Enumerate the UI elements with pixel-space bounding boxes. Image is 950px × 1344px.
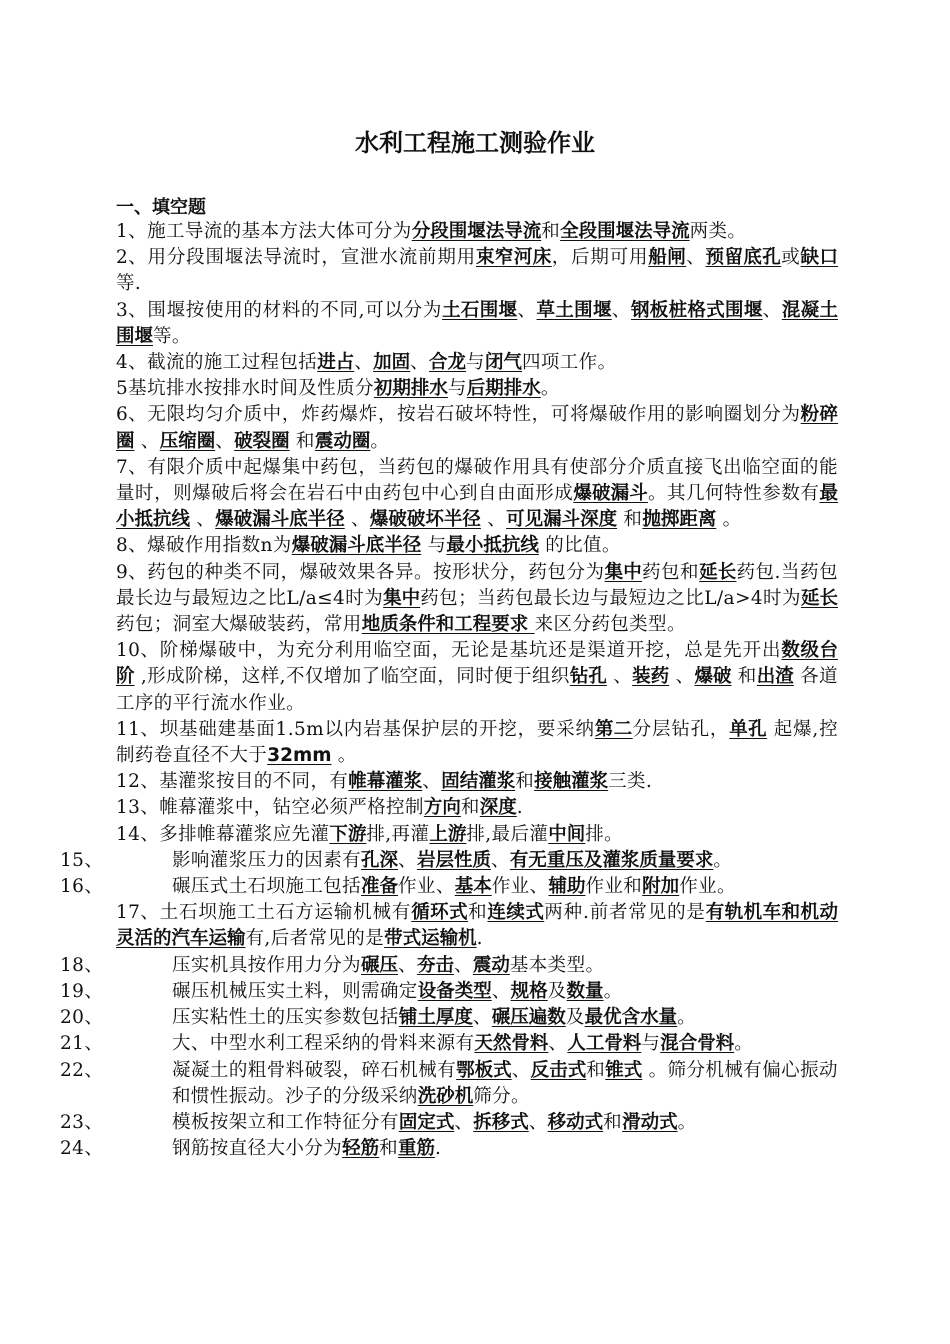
answer-blank: 合龙 (429, 352, 467, 374)
answer-blank: 人工骨料 (567, 1033, 642, 1055)
answer-blank: 循环式 (411, 902, 469, 924)
question-number: 9、 (116, 561, 148, 583)
question-item (60, 953, 838, 979)
question-number: 23、 (60, 1111, 104, 1133)
question-item (116, 533, 838, 559)
answer-blank: 束窄河床 (476, 247, 552, 269)
question-number: 22、 (60, 1059, 104, 1081)
question-text: 分层钻孔， (632, 718, 730, 740)
question-text: 四项工作。 (521, 352, 617, 374)
question-number: 7、 (116, 456, 148, 478)
question-text: 及 (547, 980, 567, 1002)
answer-blank: 分段围堰法导流 (411, 221, 542, 242)
answer-blank: 爆破 (694, 666, 732, 688)
question-number: 11、 (116, 718, 160, 740)
question-text: 和 (617, 509, 643, 531)
answer-blank: 重筋 (398, 1138, 436, 1160)
question-text: 、 (511, 1059, 531, 1081)
question-text: 。 (331, 745, 357, 767)
question-item (116, 455, 838, 534)
question-text: 两种.前者常见的是 (544, 902, 706, 924)
question-text: 、 (528, 1111, 548, 1133)
answer-blank: 上游 (429, 823, 467, 845)
question-number: 6、 (116, 404, 148, 426)
question-number: 16、 (60, 876, 104, 898)
question-text: 、 (134, 430, 160, 452)
question-text: 或 (781, 247, 801, 269)
question-text: 药包；洞室大爆破装药，常用 (116, 614, 362, 636)
question-text: 大、中型水利工程采纳的骨料来源有 (172, 1033, 475, 1055)
answer-blank: 中间 (548, 823, 586, 845)
question-text: 。筛分机械有偏心振动和惯性振动。沙子的分级采纳 (172, 1059, 838, 1107)
answer-blank: 洗砂机 (417, 1085, 474, 1107)
question-number: 2、 (116, 247, 148, 269)
question-text: 和 (379, 1138, 399, 1160)
question-text: 作业、 (491, 876, 549, 898)
answer-blank: 连续式 (487, 902, 545, 924)
question-text: . (435, 1138, 442, 1160)
answer-blank: 孔深 (361, 849, 399, 871)
question-text: 作业、 (398, 876, 455, 898)
question-text: 影响灌浆压力的因素有 (172, 849, 362, 871)
question-text: . (476, 928, 483, 950)
answer-blank: 鄂板式 (456, 1059, 512, 1081)
question-text: 多排帷幕灌浆应先灌 (159, 823, 330, 845)
question-text: 与 (466, 352, 485, 374)
answer-blank: 移动式 (547, 1111, 604, 1133)
answer-blank: 岩层性质 (416, 849, 491, 871)
question-item (116, 795, 838, 821)
question-item (116, 900, 838, 952)
answer-blank: 设备类型 (417, 980, 492, 1002)
answer-blank: 船闸 (648, 247, 687, 269)
answer-blank: 土石围堰 (442, 299, 518, 321)
question-text: 两类。 (689, 221, 747, 242)
question-number: 8、 (116, 535, 148, 557)
question-item (116, 560, 838, 639)
question-text: 来区分药包类型。 (534, 614, 686, 636)
question-text: 等。 (153, 325, 191, 347)
answer-blank: 混凝土围堰 (116, 299, 838, 347)
answer-blank: 震动 (472, 954, 510, 976)
question-text: 爆破作用指数n为 (147, 535, 292, 557)
question-number: 4、 (116, 352, 148, 374)
question-item (116, 717, 838, 769)
question-text: . (516, 797, 524, 819)
answer-blank: 轻筋 (342, 1138, 380, 1160)
question-item (116, 245, 838, 297)
answer-blank: 最优含水量 (584, 1007, 678, 1029)
answer-blank: 单孔 (729, 718, 768, 740)
question-text: 、 (548, 1033, 568, 1055)
answer-blank: 拆移式 (473, 1111, 529, 1133)
question-text: 药包的种类不同，爆破效果各异。按形状分，药包分为 (147, 561, 605, 583)
question-text: 各道工序的平行流水作业。 (116, 666, 838, 714)
answer-blank: 混合骨料 (660, 1033, 735, 1055)
question-item (116, 638, 838, 717)
answer-blank: 加固 (373, 352, 411, 374)
question-number: 12、 (116, 771, 160, 793)
question-text: 、 (762, 299, 782, 321)
question-item (116, 298, 838, 350)
answer-blank: 爆破漏斗 (573, 483, 648, 505)
answer-blank: 基本 (454, 876, 492, 898)
question-text: 和 (460, 797, 480, 819)
answer-blank: 碾压遍数 (491, 1007, 566, 1029)
question-text: 、 (190, 509, 216, 531)
question-number: 10、 (116, 640, 160, 662)
answer-blank: 固结灌浆 (441, 771, 516, 793)
question-text: 、 (454, 1111, 474, 1133)
question-text: 碾压式土石坝施工包括 (172, 876, 362, 898)
question-text: 阶梯爆破中，为充分利用临空面，无论是基坑还是渠道开挖，总是先开出 (159, 640, 782, 662)
question-number: 13、 (116, 797, 160, 819)
question-number: 3、 (116, 299, 148, 321)
question-text: ,形成阶梯，这样,不仅增加了临空面，同时便于组织 (134, 666, 570, 688)
answer-blank: 最小抵抗线 (116, 483, 838, 531)
question-list (60, 219, 839, 1162)
answer-blank: 初期排水 (373, 378, 448, 400)
question-number: 19、 (60, 980, 104, 1002)
answer-blank: 数级台阶 (116, 640, 838, 688)
answer-blank: 固定式 (398, 1111, 455, 1133)
answer-blank: 有无重压及灌浆质量要求 (509, 849, 714, 871)
question-text: 压实粘性土的压实参数包括 (172, 1007, 399, 1029)
question-text: 与 (641, 1033, 661, 1055)
question-text: 、 (472, 1007, 492, 1029)
question-item (60, 848, 838, 874)
question-text: 基本类型。 (509, 954, 605, 976)
question-text: 。 (713, 849, 733, 871)
question-text: 、 (669, 666, 695, 688)
question-text: 与 (447, 378, 467, 400)
answer-blank: 震动圈 (314, 430, 371, 452)
answer-blank: 草土围堰 (536, 299, 612, 321)
question-text: 和 (515, 771, 535, 793)
question-text: 及 (565, 1007, 585, 1029)
answer-blank: 爆破漏斗底半径 (291, 535, 422, 557)
question-text: 、 (398, 954, 417, 976)
answer-blank: 第二 (594, 718, 633, 740)
answer-blank: 铺土厚度 (398, 1007, 473, 1029)
answer-blank: 抛掷距离 (642, 509, 717, 531)
question-number: 1、 (116, 221, 148, 242)
question-text: 和 (289, 430, 315, 452)
question-text: 模板按架立和工作特征分有 (172, 1111, 399, 1133)
question-text: 有限介质中起爆集中药包，当药包的爆破作用具有使部分介质直接飞出临空面的能量时，则爆破后将会在岩石中由药包中心到自由面形成 (116, 456, 838, 505)
answer-blank: 深度 (479, 797, 517, 819)
question-text: 、 (480, 509, 507, 531)
question-text: 。 (370, 430, 390, 452)
question-text: 。 (603, 980, 623, 1002)
question-text: 排,最后灌 (466, 823, 549, 845)
question-text: 。 (716, 509, 742, 531)
question-text: 作业和 (585, 876, 643, 898)
question-text: 、 (490, 849, 510, 871)
question-number: 20、 (60, 1007, 104, 1029)
question-number: 17、 (116, 902, 160, 924)
answer-blank: 压缩圈 (159, 430, 216, 452)
question-text: 基灌浆按目的不同，有 (159, 771, 349, 793)
question-text: 、 (686, 247, 706, 269)
question-text: 、 (215, 430, 235, 452)
question-item (60, 1136, 838, 1162)
answer-blank: 方向 (423, 797, 461, 819)
question-text: 的比值。 (538, 535, 621, 557)
answer-blank: 破裂圈 (234, 430, 290, 452)
question-text: 截流的施工过程包括 (147, 352, 318, 374)
answer-blank: 预留底孔 (705, 247, 782, 269)
question-text: 、 (453, 954, 473, 976)
answer-blank: 32mm (267, 745, 332, 767)
question-number: 21、 (60, 1033, 104, 1055)
question-text: 碾压机械压实土料，则需确定 (172, 980, 418, 1002)
answer-blank: 粉碎圈 (116, 404, 838, 452)
question-text: 有,后者常见的是 (245, 928, 385, 950)
document-title: 水利工程施工测验作业 (355, 129, 595, 157)
question-item (116, 219, 838, 245)
answer-blank: 接触灌浆 (534, 771, 609, 793)
question-item (60, 874, 838, 900)
answer-blank: 进占 (317, 352, 355, 374)
question-item (116, 402, 838, 454)
question-item (116, 350, 838, 376)
question-text: 药包和 (641, 561, 700, 583)
answer-blank: 有轨机车和机动灵活的汽车运输 (116, 902, 838, 950)
question-text: 排。 (585, 823, 624, 845)
answer-blank: 可见漏斗深度 (506, 509, 618, 531)
question-text: 无限均匀介质中，炸药爆炸，按岩石破坏特性，可将爆破作用的影响圈划分为 (147, 404, 801, 426)
answer-blank: 夯击 (416, 954, 454, 976)
answer-blank: 天然骨料 (474, 1033, 549, 1055)
answer-blank: 反击式 (530, 1059, 587, 1081)
question-text: ，后期可用 (551, 247, 649, 269)
question-text: 。 (734, 1033, 754, 1055)
question-text: 三类. (608, 771, 653, 793)
question-text: 和 (731, 666, 757, 688)
question-text: 、 (611, 299, 631, 321)
answer-blank: 最小抵抗线 (446, 535, 539, 557)
question-text: 和 (603, 1111, 623, 1133)
question-text: 压实机具按作用力分为 (172, 954, 362, 976)
question-text: 、 (410, 352, 430, 374)
question-text: 用分段围堰法导流时，宣泄水流前期用 (147, 247, 476, 269)
question-text: 排,再灌 (366, 823, 430, 845)
answer-blank: 后期排水 (466, 378, 541, 400)
question-text: 等. (116, 273, 142, 295)
answer-blank: 集中 (604, 561, 642, 583)
question-text: 凝凝土的粗骨料破裂，碎石机械有 (172, 1059, 457, 1081)
question-item (116, 822, 838, 848)
answer-blank: 钢板桩格式围堰 (630, 299, 763, 321)
question-text: 药包；当药包最长边与最短边之比L/a>4时为 (420, 587, 801, 609)
question-number: 24、 (60, 1138, 104, 1160)
question-text: 作业。 (679, 876, 736, 898)
question-item (116, 769, 838, 795)
answer-blank: 缺口 (800, 247, 838, 269)
answer-blank: 闭气 (484, 352, 522, 374)
answer-blank: 数量 (566, 980, 604, 1002)
answer-blank: 全段围堰法导流 (560, 221, 690, 242)
question-text: 。 (677, 1007, 697, 1029)
answer-blank: 爆破破坏半径 (369, 509, 481, 531)
question-text: 和 (468, 902, 488, 924)
question-number: 5 (116, 378, 129, 400)
question-text: 施工导流的基本方法大体可分为 (147, 221, 412, 242)
question-text: 、 (491, 980, 511, 1002)
question-text: 。 (540, 378, 560, 400)
question-item (60, 1058, 838, 1110)
answer-blank: 延长 (699, 561, 737, 583)
question-text: 帷幕灌浆中，钻空必须严格控制 (159, 797, 424, 819)
answer-blank: 滑动式 (622, 1111, 678, 1133)
answer-blank: 准备 (361, 876, 399, 898)
question-item (60, 1031, 838, 1057)
answer-blank: 延长 (800, 587, 838, 609)
question-text: 、 (422, 771, 442, 793)
question-text: 、 (606, 666, 633, 688)
question-text: 基坑排水按排水时间及性质分 (128, 378, 374, 400)
answer-blank: 下游 (329, 823, 367, 845)
question-text: 钢筋按直径大小分为 (172, 1138, 343, 1160)
question-text: 、 (398, 849, 417, 871)
question-text: 土石坝施工土石方运输机械有 (159, 902, 412, 924)
question-number: 14、 (116, 823, 160, 845)
question-item (116, 376, 838, 402)
question-item (60, 979, 838, 1005)
question-number: 15、 (60, 849, 104, 871)
question-text: 药包.当药包最长边与最短边之比L/a≤4时为 (116, 561, 839, 609)
question-text: 坝基础建基面1.5m以内岩基保护层的开挖，要采纳 (159, 718, 595, 740)
answer-blank: 碾压 (361, 954, 399, 976)
answer-blank: 附加 (642, 876, 680, 898)
answer-blank: 爆破漏斗底半径 (215, 509, 345, 531)
question-text: 与 (421, 535, 447, 557)
question-text: 和 (541, 221, 561, 242)
question-text: 和 (586, 1059, 606, 1081)
question-text: 起爆,控制药卷直径不大于 (116, 718, 838, 767)
section-heading: 一、填空题 (116, 197, 206, 218)
question-text: 。 (677, 1111, 697, 1133)
answer-blank: 地质条件和工程要求 (361, 614, 535, 636)
question-item (60, 1110, 838, 1136)
question-text: 。其几何特性参数有 (647, 483, 820, 505)
answer-blank: 带式运输机 (384, 928, 477, 950)
question-text: 、 (344, 509, 370, 531)
answer-blank: 锥式 (605, 1059, 643, 1081)
answer-blank: 装药 (632, 666, 670, 688)
question-item (60, 1005, 838, 1031)
answer-blank: 出渣 (756, 666, 794, 688)
answer-blank: 规格 (510, 980, 548, 1002)
answer-blank: 帷幕灌浆 (348, 771, 423, 793)
question-text: 、 (517, 299, 537, 321)
answer-blank: 辅助 (548, 876, 586, 898)
question-number: 18、 (60, 954, 104, 976)
question-text: 筛分。 (473, 1085, 530, 1107)
question-text: 、 (354, 352, 374, 374)
question-text: 围堰按使用的材料的不同,可以分为 (147, 299, 443, 321)
answer-blank: 钻孔 (569, 666, 607, 688)
answer-blank: 集中 (383, 587, 421, 609)
